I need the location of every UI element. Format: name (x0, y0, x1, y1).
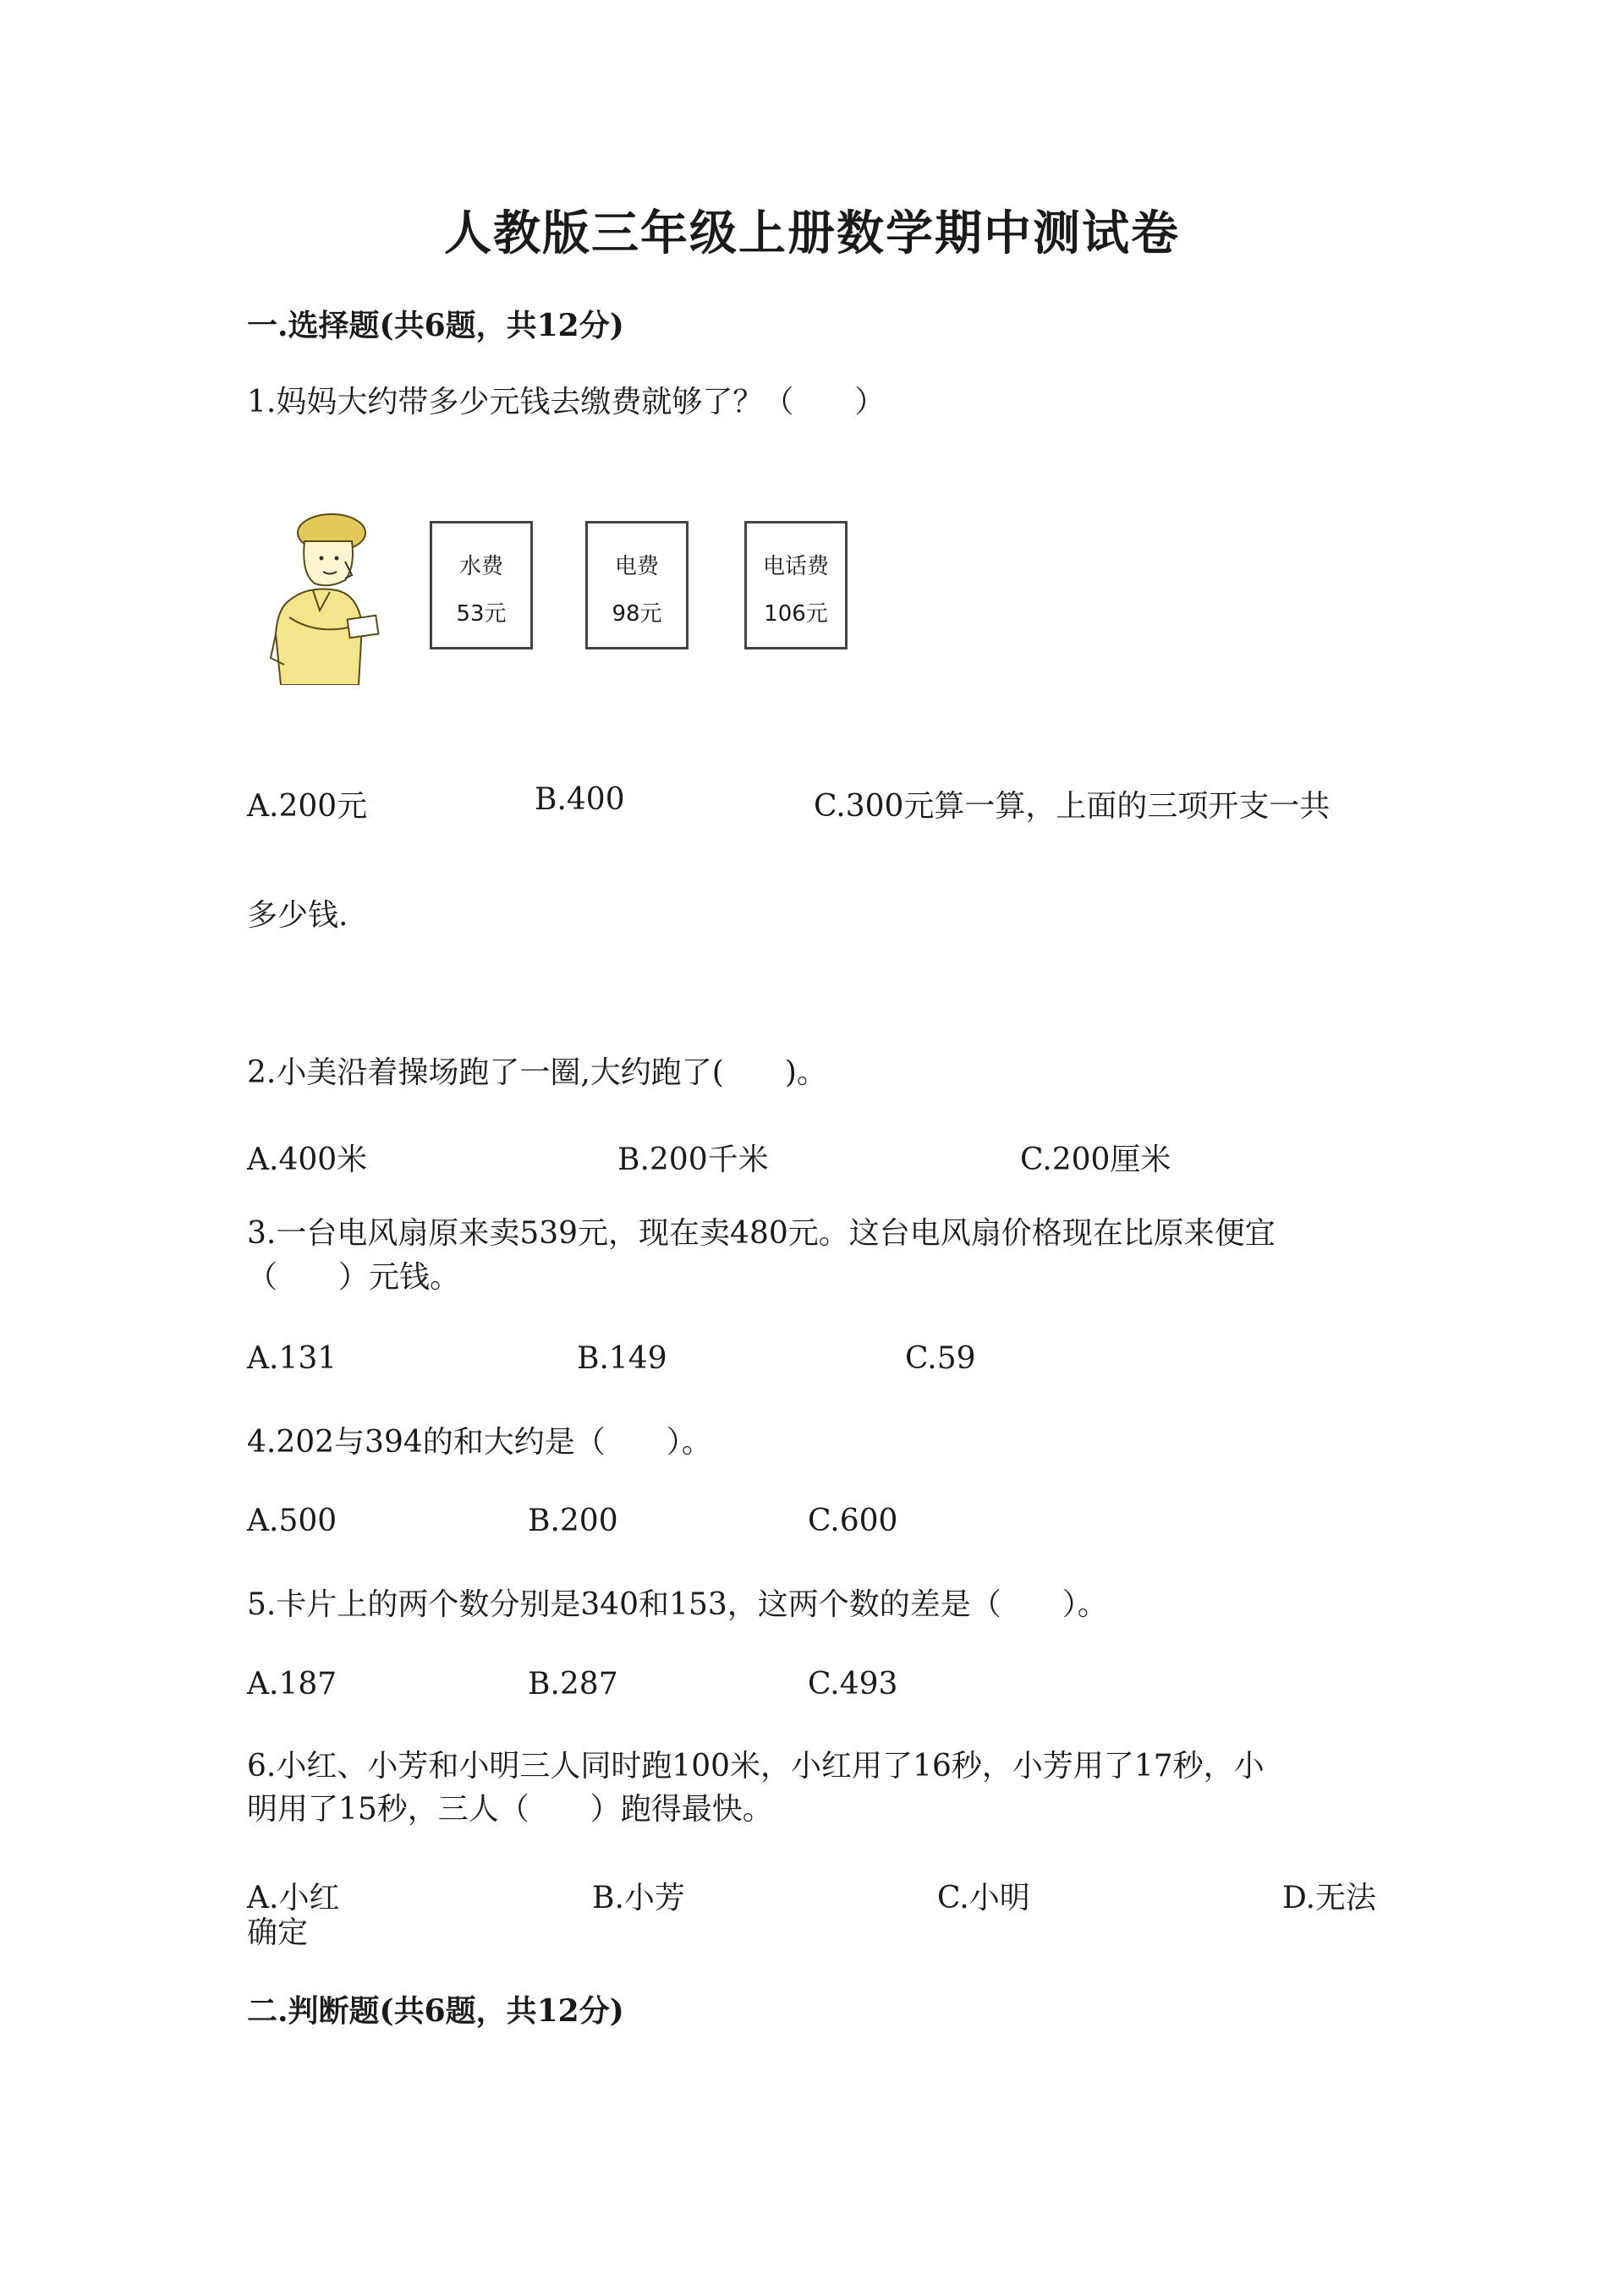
question-1-option-b: B.400 (535, 782, 625, 817)
question-2-option-c: C.200厘米 (1020, 1143, 1171, 1177)
question-5-stem: 5.卡片上的两个数分别是340和153，这两个数的差是（ ）。 (247, 1587, 1108, 1622)
electricity-fee-card (585, 521, 689, 649)
question-1-option-c: C.300元算一算，上面的三项开支一共 (814, 789, 1330, 824)
section-heading-choice: 一.选择题(共6题，共12分) (247, 308, 624, 343)
question-6-option-d: D.无法 (1282, 1881, 1377, 1915)
question-3-option-a: A.131 (247, 1341, 337, 1376)
question-4-option-c: C.600 (808, 1504, 898, 1538)
question-6-stem-line-1: 6.小红、小芳和小明三人同时跑100米，小红用了16秒，小芳用了17秒，小 (247, 1749, 1265, 1784)
phone-fee-label: 电话费 (762, 554, 829, 579)
question-6-option-b: B.小芳 (592, 1881, 685, 1915)
question-3-stem-line-1: 3.一台电风扇原来卖539元，现在卖480元。这台电风扇价格现在比原来便宜 (247, 1216, 1276, 1251)
question-6-option-c: C.小明 (937, 1881, 1030, 1915)
question-2-stem: 2.小美沿着操场跑了一圈,大约跑了( )。 (247, 1055, 827, 1090)
question-6-stem-line-2: 明用了15秒，三人（ ）跑得最快。 (247, 1792, 773, 1827)
question-3-stem-line-2: （ ）元钱。 (247, 1260, 461, 1295)
question-1-stem: 1.妈妈大约带多少元钱去缴费就够了？（ ） (247, 385, 886, 419)
question-2-option-b: B.200千米 (617, 1143, 769, 1177)
water-fee-card (430, 521, 533, 649)
section-heading-judgment: 二.判断题(共6题，共12分) (247, 1993, 624, 2029)
page-title: 人教版三年级上册数学期中测试卷 (444, 205, 1180, 261)
question-6-option-a: A.小红 (247, 1881, 340, 1915)
water-fee-label: 水费 (458, 554, 503, 579)
question-3-option-c: C.59 (905, 1341, 976, 1376)
question-6-option-d-wrap: 确定 (247, 1915, 309, 1950)
question-4-stem: 4.202与394的和大约是（ ）。 (247, 1425, 712, 1460)
electricity-fee-label: 电费 (614, 554, 659, 579)
question-4-option-b: B.200 (528, 1504, 618, 1538)
question-5-option-b: B.287 (528, 1667, 618, 1701)
mother-illustration (264, 507, 382, 685)
question-5-option-a: A.187 (247, 1667, 337, 1701)
question-1-option-a: A.200元 (247, 789, 368, 824)
electricity-fee-amount: 98元 (612, 601, 662, 627)
water-fee-amount: 53元 (456, 601, 507, 627)
question-1-note: 多少钱. (247, 898, 348, 933)
question-4-option-a: A.500 (247, 1504, 337, 1538)
question-2-option-a: A.400米 (247, 1143, 368, 1177)
question-3-option-b: B.149 (577, 1341, 667, 1376)
question-5-option-c: C.493 (808, 1667, 898, 1701)
question-1-figure (264, 507, 873, 685)
phone-fee-amount: 106元 (764, 601, 828, 627)
phone-fee-card (744, 521, 848, 649)
